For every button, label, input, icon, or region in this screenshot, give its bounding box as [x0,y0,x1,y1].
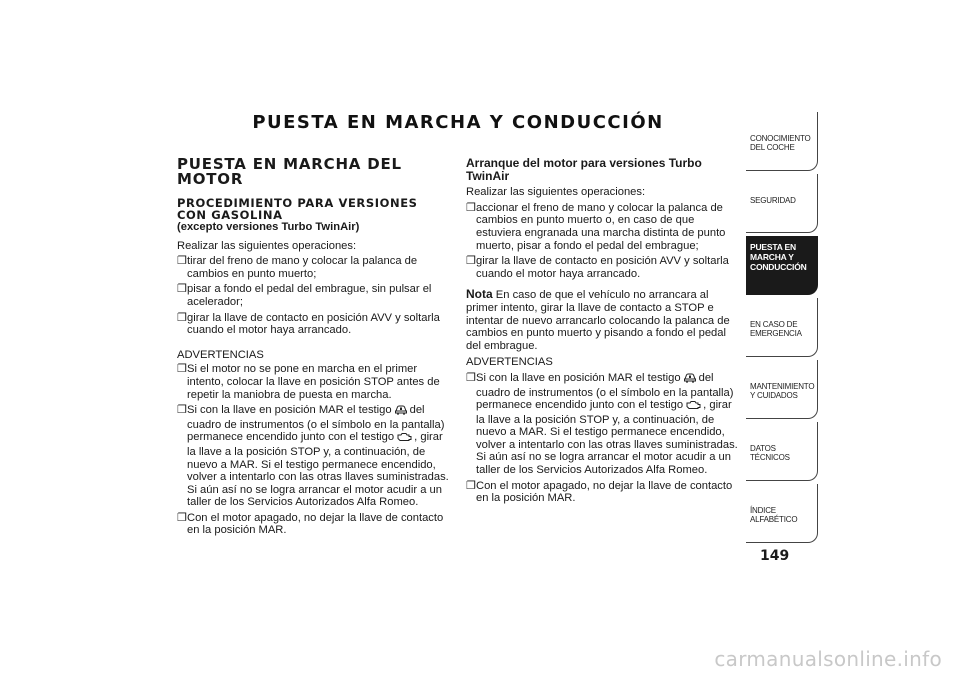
step-item [177,283,452,308]
warnings-title: ADVERTENCIAS [177,348,264,361]
section-nav-sidebar [746,112,818,546]
bullet-icon: ❐ [177,311,188,324]
right-column [466,157,741,509]
nav-tab-conocimiento[interactable]: CONOCIMIENTO DEL COCHE [746,112,818,171]
subsection-title-line-2: CON GASOLINA [177,208,283,222]
warning-text: Si con la llave en posición MAR el testigo [476,371,681,384]
bullet-icon: ❐ [466,201,477,214]
warnings-list [466,372,741,505]
nav-tab-emergencia[interactable]: EN CASO DE EMERGENCIA [746,298,818,357]
subsection-title-line-1: PROCEDIMIENTO PARA VERSIONES [177,196,418,210]
warning-text: del cuadro de instrumentos (o el símbolo en la pantalla) permanece encendido junto con el testigo [476,371,734,412]
warning-text: del cuadro de instrumentos (o el símbolo en la pantalla) permanece encendido junto con el testigo [187,404,445,444]
step-text: pisar a fondo el pedal del embrague, sin pulsar el acelerador; [187,283,432,308]
warning-item [177,512,452,537]
subsection-title [177,197,452,221]
bullet-icon: ❐ [177,511,188,524]
bullet-icon: ❐ [177,404,188,417]
bullet-icon: ❐ [177,283,188,296]
intro-text: Realizar las siguientes operaciones: [466,186,646,199]
warning-text: Con el motor apagado, no dejar la llave de contacto en la posición MAR. [187,511,444,537]
nav-tab-puesta-en-marcha[interactable]: PUESTA EN MARCHA Y CONDUCCIÓN [746,236,818,295]
bullet-icon: ❐ [466,255,477,268]
warning-text: , girar la llave a la posición STOP y, a continuación, de nuevo a MAR. Si el testigo permanece encendido, volver a intentarlo con las otras llaves suministradas. Si aún así no se logra arrancar el motor acudir a un taller de los Servicios Autorizados Alfa Romeo. [476,399,738,477]
warning-text: , girar la llave a la posición STOP y, a continuación, de nuevo a MAR. Si el testigo permanece encendido, volver a intentarlo con las otras llaves suministradas. Si aún así no se logra arrancar el motor acudir a un taller de los Servicios Autorizados Alfa Romeo. [187,431,449,509]
bullet-icon: ❐ [466,479,477,492]
warning-item [466,480,741,505]
warning-text: Si el motor no se pone en marcha en el primer intento, colocar la llave en posición STOP antes de repetir la maniobra de puesta en marcha. [187,363,440,401]
engine-check-icon [685,400,701,414]
step-text: girar la llave de contacto en posición AVV y soltarla cuando el motor haya arrancado. [476,255,729,280]
nav-tab-indice[interactable]: ÍNDICE ALFABÉTICO [746,484,818,543]
warnings-list [177,363,452,537]
engine-check-icon [396,432,412,446]
warning-item [177,363,452,401]
steps-list [177,255,452,337]
warnings-title: ADVERTENCIAS [466,356,553,369]
warning-text: Si con la llave en posición MAR el testigo [187,404,392,417]
step-item [177,255,452,280]
page-title: PUESTA EN MARCHA Y CONDUCCIÓN [252,112,664,133]
turbo-twinair-heading: Arranque del motor para versiones Turbo TwinAir [466,156,702,183]
bullet-icon: ❐ [177,363,188,376]
warning-item [466,372,741,477]
section-title [177,157,452,187]
subsection-note: (excepto versiones Turbo TwinAir) [177,221,360,233]
left-column [177,157,452,541]
warning-text: Con el motor apagado, no dejar la llave de contacto en la posición MAR. [476,479,733,505]
note-label: Nota [466,287,493,302]
step-text: tirar del freno de mano y colocar la palanca de cambios en punto muerto; [187,255,418,280]
step-item [177,312,452,337]
warning-item [177,404,452,509]
nav-tab-seguridad[interactable]: SEGURIDAD [746,174,818,233]
nav-tab-datos-tecnicos[interactable]: DATOS TÉCNICOS [746,422,818,481]
step-text: girar la llave de contacto en posición AVV y soltarla cuando el motor haya arrancado. [187,311,440,337]
step-text: accionar el freno de mano y colocar la palanca de cambios en punto muerto o, en caso de que estuviera engranada una marcha distinta de punto muerto, pisar a fondo el pedal del embrague; [476,201,726,252]
car-alarm-icon [394,404,408,419]
section-title-line-1: PUESTA EN MARCHA DEL [177,155,402,173]
page-number: 149 [760,548,790,564]
nav-tab-mantenimiento[interactable]: MANTENIMIENTO Y CUIDADOS [746,360,818,419]
step-item [466,255,741,280]
bullet-icon: ❐ [177,255,188,268]
steps-list [466,202,741,281]
intro-text: Realizar las siguientes operaciones: [177,239,357,252]
note-paragraph [466,288,741,352]
step-item [466,202,741,252]
bullet-icon: ❐ [466,371,477,384]
note-text: En caso de que el vehículo no arrancara al primer intento, girar la llave de contacto a STOP e intentar de nuevo arrancarlo colocando la palanca de cambios en punto muerto y pisando a fondo el pedal del embrague. [466,289,730,352]
section-title-line-2: MOTOR [177,170,244,188]
watermark: carmanualsonline.info [714,647,942,671]
car-alarm-icon [683,372,697,387]
